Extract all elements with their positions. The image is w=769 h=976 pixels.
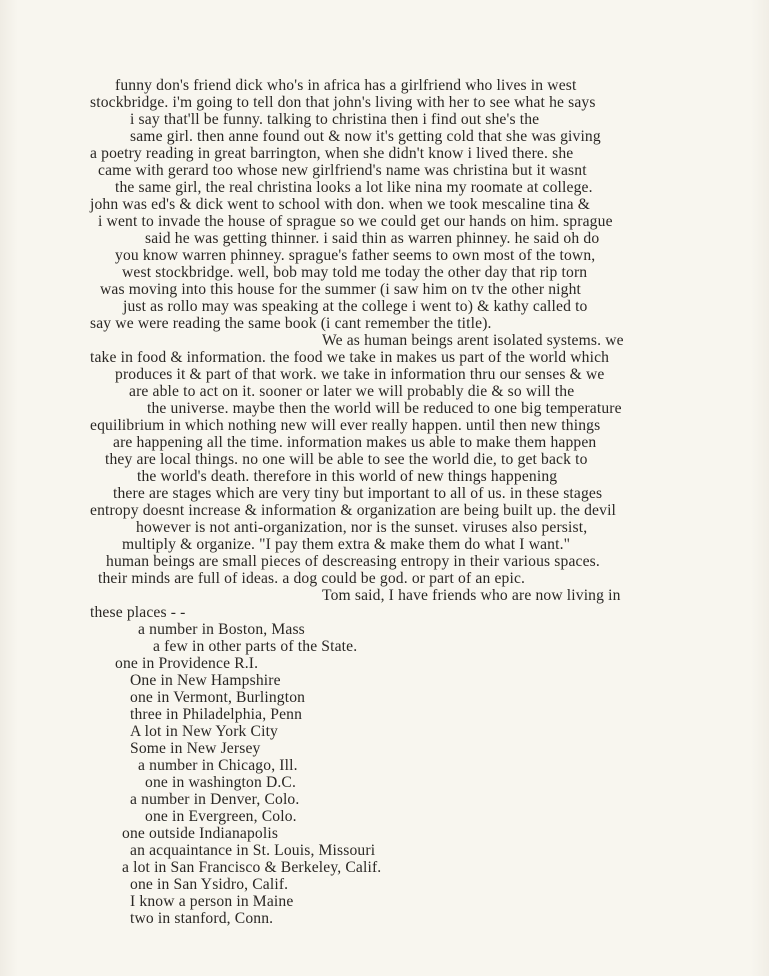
list-item: two in stanford, Conn. — [130, 910, 274, 927]
list-item: one in Evergreen, Colo. — [145, 808, 297, 825]
text-line: said he was getting thinner. i said thin as warren phinney. he said oh do — [145, 230, 600, 247]
text-line: you know warren phinney. sprague's father seems to own most of the town, — [115, 247, 596, 264]
list-item: one in Vermont, Burlington — [130, 689, 306, 706]
list-item: a lot in San Francisco & Berkeley, Calif. — [122, 859, 382, 876]
text-line: however is not anti-organization, nor is the sunset. viruses also persist, — [136, 519, 588, 536]
list-item: Some in New Jersey — [130, 740, 261, 757]
text-line: We as human beings arent isolated systems. we — [322, 332, 624, 349]
text-line: their minds are full of ideas. a dog could be god. or part of an epic. — [98, 570, 526, 587]
text-line: the universe. maybe then the world will be reduced to one big temperature — [147, 400, 622, 417]
text-line: Tom said, I have friends who are now living in — [322, 587, 621, 604]
text-line: i went to invade the house of sprague so we could get our hands on him. sprague — [98, 213, 613, 230]
text-line: take in food & information. the food we take in makes us part of the world which — [90, 349, 610, 366]
list-item: I know a person in Maine — [130, 893, 294, 910]
text-line: there are stages which are very tiny but important to all of us. in these stages — [113, 485, 603, 502]
list-item: one outside Indianapolis — [122, 825, 279, 842]
text-line: are happening all the time. information makes us able to make them happen — [113, 434, 597, 451]
list-item: an acquaintance in St. Louis, Missouri — [130, 842, 376, 859]
list-item: a few in other parts of the State. — [153, 638, 358, 655]
list-item: a number in Chicago, Ill. — [138, 757, 298, 774]
text-line: equilibrium in which nothing new will ever really happen. until then new things — [90, 417, 601, 434]
text-line: was moving into this house for the summer (i saw him on tv the other night — [100, 281, 582, 298]
text-line: the world's death. therefore in this world of new things happening — [137, 468, 558, 485]
list-item: a number in Denver, Colo. — [130, 791, 300, 808]
text-line: produces it & part of that work. we take in information thru our senses & we — [115, 366, 605, 383]
text-line: are able to act on it. sooner or later we will probably die & so will the — [129, 383, 575, 400]
list-item: one in washington D.C. — [145, 774, 296, 791]
list-item: One in New Hampshire — [130, 672, 281, 689]
text-line: came with gerard too whose new girlfriend's name was christina but it wasnt — [98, 162, 587, 179]
text-line: they are local things. no one will be able to see the world die, to get back to — [105, 451, 588, 468]
text-line: multiply & organize. "I pay them extra & make them do what I want." — [122, 536, 571, 553]
list-item: A lot in New York City — [130, 723, 278, 740]
text-line: the same girl, the real christina looks a lot like nina my roomate at college. — [115, 179, 593, 196]
text-line: entropy doesnt increase & information & organization are being built up. the devil — [90, 502, 617, 519]
text-line: a poetry reading in great barrington, when she didn't know i lived there. she — [90, 145, 574, 162]
text-line: john was ed's & dick went to school with don. when we took mescaline tina & — [90, 196, 590, 213]
list-item: one in San Ysidro, Calif. — [130, 876, 289, 893]
list-item: three in Philadelphia, Penn — [130, 706, 303, 723]
text-line: human beings are small pieces of descreasing entropy in their various spaces. — [106, 553, 600, 570]
list-item: a number in Boston, Mass — [138, 621, 305, 638]
text-line: i say that'll be funny. talking to christina then i find out she's the — [130, 111, 540, 128]
text-line: just as rollo may was speaking at the college i went to) & kathy called to — [123, 298, 588, 315]
text-line: stockbridge. i'm going to tell don that john's living with her to see what he says — [90, 94, 596, 111]
text-line: these places - - — [90, 604, 186, 621]
text-line: west stockbridge. well, bob may told me today the other day that rip torn — [122, 264, 588, 281]
text-line: say we were reading the same book (i cant remember the title). — [90, 315, 492, 332]
text-line: same girl. then anne found out & now it's getting cold that she was giving — [130, 128, 601, 145]
text-line: funny don's friend dick who's in africa has a girlfriend who lives in west — [115, 77, 577, 94]
list-item: one in Providence R.I. — [115, 655, 259, 672]
